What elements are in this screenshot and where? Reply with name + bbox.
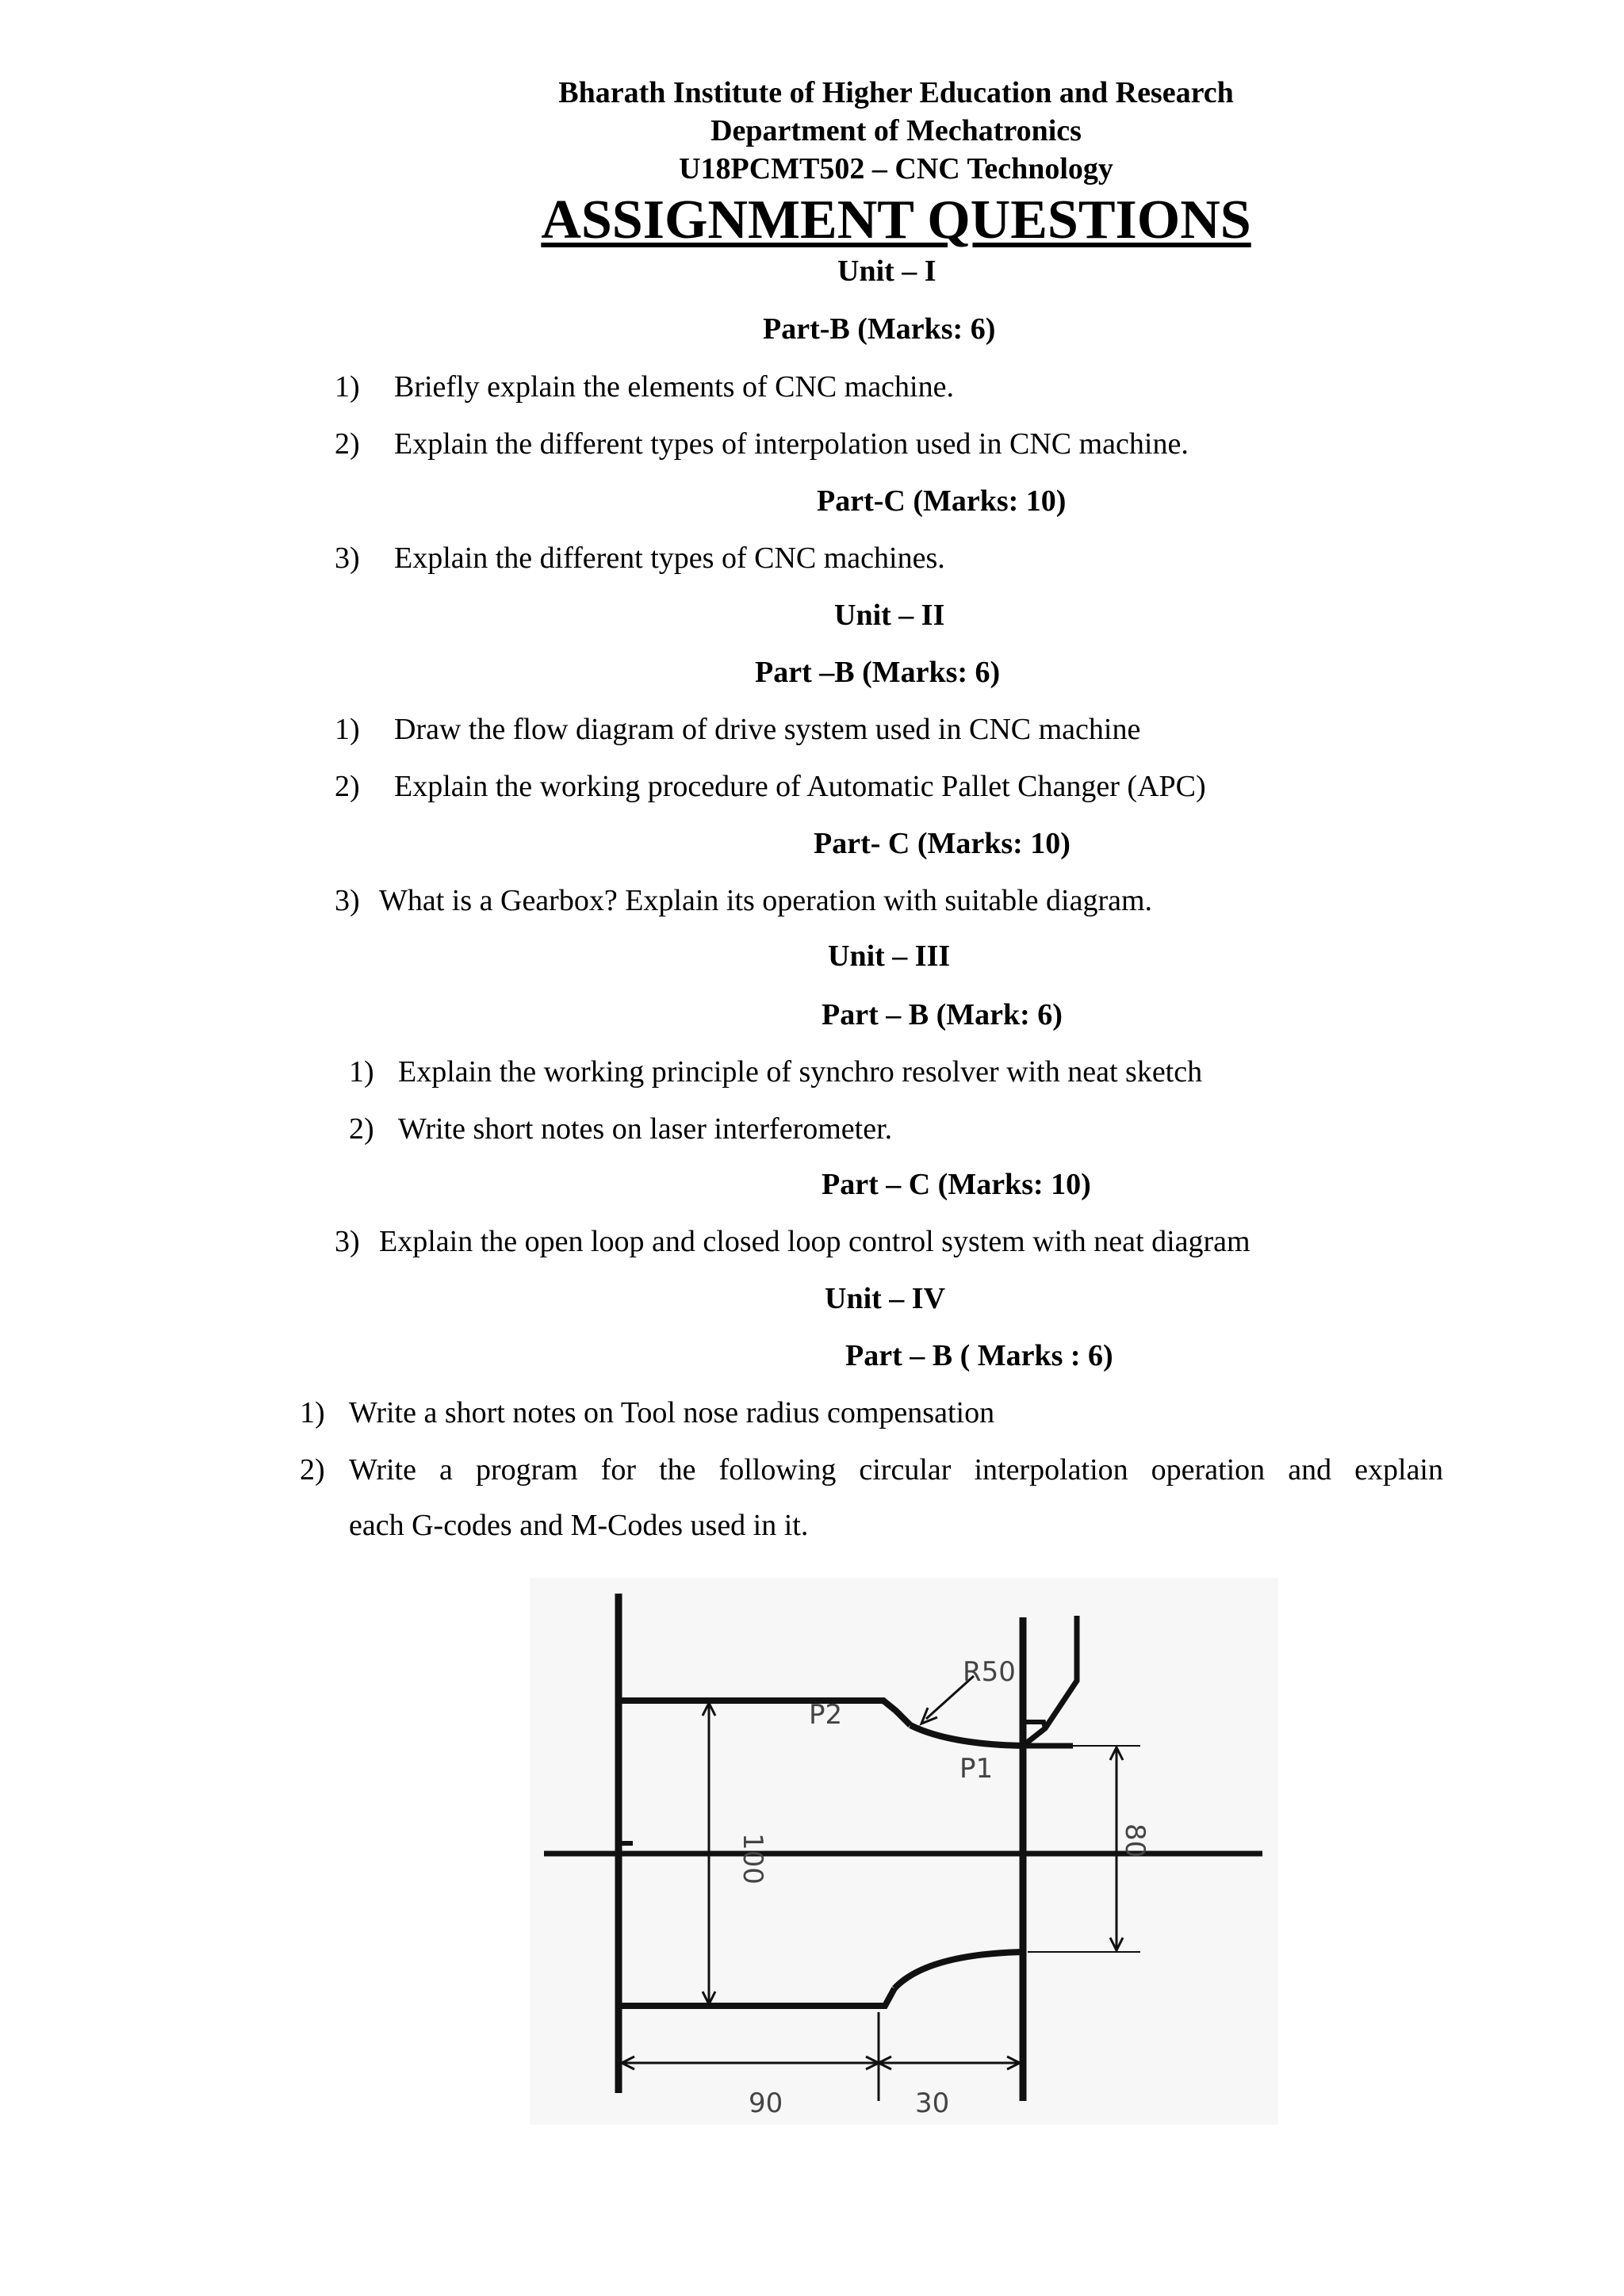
course-code: U18PCMT502 – CNC Technology — [679, 152, 1113, 186]
question-number: 3) — [335, 1225, 360, 1258]
part-heading: Part – B (Mark: 6) — [822, 998, 1063, 1031]
question-text: Explain the different types of interpolation used in CNC machine. — [394, 427, 1189, 461]
question-text: Write a program for the following circular interpolation operation and explain — [349, 1453, 1443, 1487]
question-number: 2) — [335, 770, 360, 803]
part-drawing — [530, 1578, 1278, 2125]
label-dim-30: 30 — [915, 2087, 950, 2119]
unit-heading: Unit – I — [837, 254, 936, 288]
question-number: 3) — [335, 884, 360, 917]
question-number: 1) — [300, 1396, 325, 1429]
question-text: Write a short notes on Tool nose radius compensation — [349, 1396, 995, 1429]
question-number: 2) — [300, 1453, 325, 1487]
question-text: What is a Gearbox? Explain its operation with suitable diagram. — [379, 884, 1153, 917]
unit-heading: Unit – II — [834, 599, 945, 632]
part-heading: Part-C (Marks: 10) — [817, 484, 1067, 518]
circular-interpolation-figure — [530, 1578, 1278, 2125]
label-dim-90: 90 — [749, 2087, 783, 2119]
question-number: 1) — [335, 370, 360, 404]
part-heading: Part- C (Marks: 10) — [814, 827, 1071, 860]
question-number: 1) — [349, 1055, 374, 1089]
question-text: Briefly explain the elements of CNC machine. — [394, 370, 954, 404]
question-number: 2) — [349, 1112, 374, 1146]
unit-heading: Unit – III — [828, 939, 951, 973]
label-p1: P1 — [959, 1753, 994, 1785]
label-r50: R50 — [963, 1656, 1016, 1688]
institute-name: Bharath Institute of Higher Education and Research — [558, 76, 1234, 109]
question-text: Draw the flow diagram of drive system used in CNC machine — [394, 713, 1141, 746]
question-number: 1) — [335, 713, 360, 746]
part-heading: Part – B ( Marks : 6) — [845, 1339, 1113, 1372]
question-text: Explain the working procedure of Automatic Pallet Changer (APC) — [394, 770, 1206, 803]
assignment-title — [0, 189, 1624, 252]
question-number: 2) — [335, 427, 360, 461]
label-p2: P2 — [809, 1699, 843, 1731]
unit-heading: Unit – IV — [825, 1282, 946, 1315]
question-text: Write short notes on laser interferometer. — [398, 1112, 893, 1146]
part-heading: Part – C (Marks: 10) — [822, 1168, 1091, 1201]
question-text: Explain the different types of CNC machines. — [394, 541, 945, 575]
label-dim-80: 80 — [1119, 1823, 1151, 1858]
part-heading: Part –B (Marks: 6) — [755, 656, 1001, 689]
part-heading: Part-B (Marks: 6) — [763, 312, 996, 346]
question-text-continued: each G-codes and M-Codes used in it. — [349, 1509, 809, 1542]
label-dim-100: 100 — [737, 1833, 768, 1885]
assignment-title-text: ASSIGNMENT QUESTIONS — [541, 189, 1251, 251]
question-text: Explain the open loop and closed loop control system with neat diagram — [379, 1225, 1251, 1258]
department-name: Department of Mechatronics — [710, 114, 1082, 147]
question-text: Explain the working principle of synchro resolver with neat sketch — [398, 1055, 1203, 1089]
question-number: 3) — [335, 541, 360, 575]
